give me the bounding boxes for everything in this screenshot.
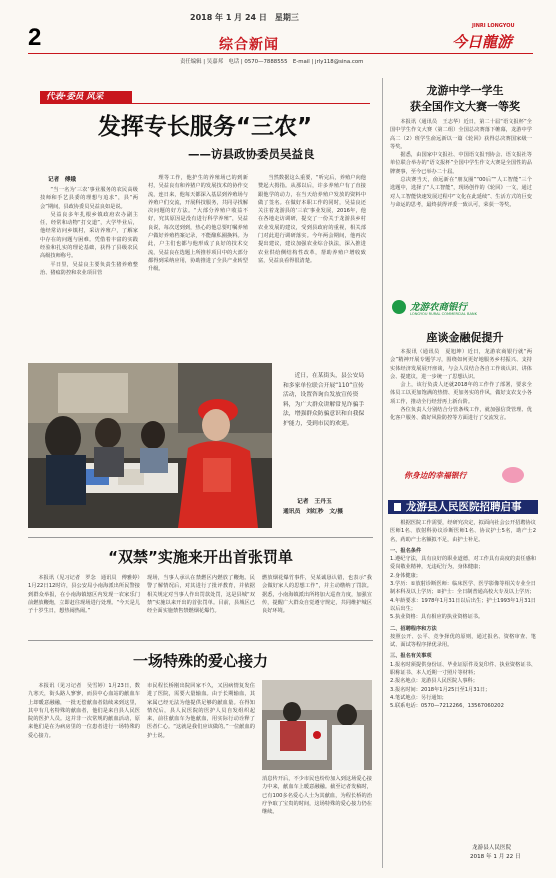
editor-line: 责任编辑 | 吴嘉邦 电话 | 0570—7888555 E-mail | jrly118@sina.com [180, 59, 364, 65]
news-photo [28, 363, 272, 528]
hospital-item: 3.报名时间：2018年1月25日至1月31日； [390, 686, 491, 693]
contest-headline-1: 龙游中学一学生 [426, 84, 504, 97]
feature-tag [40, 91, 132, 104]
newspaper-logo: 今日龍游 [452, 33, 513, 51]
blood-donation-illustration [262, 680, 372, 770]
contest-para: 据悉，由国家中文报社、中国语文报刊协会、语文报社等单位联合举办的“语文报杯”全国中学生作文大赛是全国性的品牌赛事，至今已举办二十届。 [390, 152, 532, 175]
shuangjin-col3 [262, 574, 372, 634]
bank-name: 龙游农商银行 [410, 302, 468, 313]
header-rule [28, 53, 533, 54]
hospital-item: 1.报名时须提供身份证、毕业证原件及复印件、执业资格证书、职称证书、本人近期一寸照片等材料； [390, 661, 536, 677]
feature-tag-rule [130, 103, 370, 104]
photo-caption-text: 近日，在某街头，县公安局和多家单位联合开展“110”宣传活动，设置咨询台发放宣传资料，为广大群众讲解常见诈骗手法，增强群众防骗意识和自我保护能力，受到市民的欢迎。 [283, 373, 365, 427]
hospital-title: 龙游县人民医院招聘启事 [406, 501, 522, 513]
photo-byline-1: 记者 王丹玉 [297, 499, 332, 505]
feature-col1 [40, 186, 138, 351]
finance-para: 各位负责人分别结合分管条线工作，就加强信贷管理、优化客户服务、做好风险防控等方面进行了交流发言。 [390, 407, 532, 422]
slogan-text: 你身边的幸福银行 [404, 471, 467, 480]
photo-caption [283, 372, 365, 492]
contest-body [390, 118, 532, 290]
hospital-band [388, 500, 538, 514]
hospital-section-title: 三、报名有关事项 [390, 653, 432, 660]
feature-col3 [258, 174, 366, 351]
page-number: 2 [28, 24, 42, 51]
photo-byline-2: 通讯员 刘红秒 文/摄 [283, 509, 344, 515]
masthead [0, 0, 556, 70]
feature-tag-text: 代表·委员 风采 [46, 92, 104, 102]
relay-col3 [262, 775, 372, 860]
shuangjin-para: 本报讯（见习记者 罗念 通讯员 傅雅婷）1月22日12时许，县公安局小南海派出所民警接到群众举报，在小南海镇辖区内发现一农家乐门前燃放鞭炮，立即赶往现场进行处理。“今天是儿子十岁生日，想热闹热闹。” [28, 575, 140, 615]
logo-pinyin: JINRI LONGYOU [472, 23, 515, 29]
bank-ad [390, 294, 535, 324]
shuangjin-para: 燃放烟花爆竹事件，吴某诚恳认错，也表示“我会做好家人的思想工作”，并主动缴纳了罚款。据悉，小南海镇派出所将加大巡查力度，加强宣传，提醒广大群众自觉遵守规定，共同维护城区良好环境。 [262, 575, 372, 615]
section-title: 综合新闻 [219, 37, 279, 53]
feature-byline: 记者 傅娥 [48, 177, 76, 183]
bank-slogan-banner [390, 465, 535, 487]
hospital-item: 5.联系电话：0570—7212266，13567060202 [390, 703, 504, 710]
hospital-item: 4.笔试地点：另行通知； [390, 694, 447, 701]
feature-para: “当一名为‘三农’事业服务的农民高级技师和手艺县委的理想与追求”，县“两会”期间，县政协委员吴益良如是说。 [40, 187, 138, 210]
feature-col2 [148, 174, 248, 351]
bank-name-en: LONGYOU RURAL COMMERCIAL BANK [410, 312, 477, 316]
feature-para: 吴益良多年扎根乡镇政府农办副主任，经常和动物“打交道”，大学毕业后，他经常访问乡镇村，采访养殖户，了解家中存在的问题与困难。凭借着丰富的实践经验和扎实的理论基础，获得了县级农民高级技师称号。 [40, 211, 138, 260]
hospital-item: 3.学历：①放射诊断医师：临床医学、医学影像等相关专业全日制本科及以上学历；②护士：全日制普通高校大专及以上学历； [390, 581, 536, 596]
feature-subhead: ——访县政协委员吴益良 [188, 147, 315, 161]
bank-logo-icon [392, 300, 406, 314]
relay-para: 消息传开后，不少市民也纷纷加入到这场爱心接力中来，献血车上暖意融融。截至记者发稿时，已有100多名爱心人士为其献血，为程长桥的治疗争取了宝贵的时间，这场特殊的爱心接力仍在继续。 [262, 776, 372, 816]
relay-headline: 一场特殊的爱心接力 [132, 652, 268, 670]
divider [28, 640, 373, 641]
hospital-intro: 根据医院工作需要，经研究决定，拟面向社会公开招聘协议医师1名、放射科协议诊断医师1名、协议护士5名，助产士2名，药助产士名额拟不足，由护士补足。 [390, 520, 536, 543]
blood-donation-photo [262, 680, 372, 770]
feature-headline: 发挥专长服务“三农” [97, 114, 313, 140]
finance-para: 会上，该行负责人还就2018年的工作作了部署，要求全体员工以更加饱满的热情、更加务实的作风，做好支农支小各项工作，推动全行经营再上新台阶。 [390, 382, 532, 405]
hospital-item: 2.报名地点：龙游县人民医院人事科； [390, 678, 478, 685]
photo-illustration [28, 363, 272, 528]
shuangjin-para: 现场，当事人承认在禁燃区内燃放了鞭炮。民警了解情况后，对其进行了批评教育，并依据相关规定对当事人作出罚款处罚，这是县城“双禁”实施以来开出的首张罚单。目前，县城区已经全面实施禁售禁燃烟花爆竹。 [147, 575, 255, 615]
contest-headline-2: 获全国作文大赛一等奖 [410, 100, 520, 113]
hospital-section-title: 一、报名条件 [390, 547, 422, 554]
finance-body [390, 348, 532, 465]
hospital-body [390, 519, 536, 837]
feature-para: 平日里，吴益良主要负责生猪养殖整治、猪瘟防控和农业项目管 [40, 261, 138, 276]
shuangjin-headline: “双禁”实施来开出首张罚单 [108, 548, 293, 566]
column-divider [382, 78, 383, 868]
piggy-bank-icon [502, 467, 524, 483]
finance-headline: 座谈金融促提升 [426, 331, 504, 344]
contest-para: 本报讯（通讯员 王志华）近日，第二十届“语文报杯”全国中学生作文大赛（第二组）全国总决赛落下帷幕，龙游中学高二（2）班学生俞远新以一篇《轮回》获得总决赛国家级一等奖。 [390, 119, 532, 150]
hospital-item: 4.年龄要求：1978年1月31日以后出生；护士1993年1月31日以后出生； [390, 597, 536, 612]
contest-para: 总决赛当天，俞远新在“朋友圈”“00后”“人工智能”三个选题中，选择了“人工智能”，现场创作的《轮回》一文，通过对人工智能快速发展过程中“文化在此延续”、生活方式的巨变与命运的思考，最终获得评委一致认可，荣获一等奖。 [390, 177, 532, 208]
feature-para: 理等工作，他护生的养殖场已的到新村，吴益良有和养猪户的发展技术的协作交流，连日来，他每天都深入基层到养殖场与养殖户们交流，开展科技服务，共同寻找解决问题的好方法。“大部分养殖户收益不好，究其原因是没有进行科学养殖”，吴益良说，每次送到到，热心的他总要叮嘱养殖户做好养殖档案记录，不能酿私圈换料。为此，户主们也都与他形成了良好的技术交流，吴益良在选题上所推荐项目中的大部分都得到采纳应用，协助推进了全县产业转型升级。 [148, 175, 248, 273]
hospital-sign-date: 2018 年 1 月 22 日 [470, 854, 521, 860]
shuangjin-col2 [147, 574, 255, 634]
shuangjin-col1 [28, 574, 140, 634]
hospital-item: 2.身体健康； [390, 572, 421, 579]
relay-para: 市民程长桥刚出院回家不久，又因病情复发住进了医院，需要大量输血。由于长期输血，其家属已经无法为他提供足够的献血量。在得知情况后，县人民医院的医护人员自发组织起来，前往献血车为他献血，用实际行动诠释了医者仁心。“这就是我们应该做的。”一位献血的护士说。 [147, 683, 255, 739]
hospital-section-title: 二、招聘程序和方法 [390, 625, 437, 632]
finance-para: 本报讯（通讯员 夏旭坤）近日，龙游农商银行就“两会”精神开展专题学习，围绕如何更好地服务乡村振兴、支持实体经济发展展开座谈，与会人员结合各自工作谈认识、讲体会、提建议，进一步统一了思想认识。 [390, 349, 532, 380]
hospital-item: 按照公开、公平、竞争择优的原则，通过报名、资格审查、笔试、面试等程序择优录用。 [390, 633, 536, 649]
hospital-signature: 龙游县人民医院 [472, 845, 512, 851]
relay-para: 本报讯（见习记者 吴雪婷）1月23日，数九寒天，街头路人寥寥，而县中心血站的献血车上却暖意融融，一批无偿献血者陆续来到这里，其中有几名特殊的献血者，他们是来自县人民医院的医护人员。这并非一次常规的献血活动，原来他们是在为病房里的一位患者进行一场特殊的爱心接力。 [28, 683, 140, 739]
feature-para: 当然数据这么重要，“听完后，养殖户向他赞起大拇指。从那以后，许多养殖户有了直接跟他学的动力，在当天给养殖户发放的资料中做了签名。在做好本职工作的同时，吴益良还关注着龙游县的‘三农’事业发展，2016年，他在各地走访调研，提交了一份关于龙游县乡村农业发展的建议，受到县政府的重视，相关部门对此进行调研落实。今年两会期间，他再次提出建议，建议加强农业综合执法，深入推进农业供给侧结构性改革，帮助养殖户增收致富，吴益良看得很清楚。 [258, 175, 366, 264]
relay-col2 [147, 682, 255, 860]
hospital-item: 5.执业资格：具有相应的执业资格证书。 [390, 614, 484, 621]
hospital-item: 1.遵纪守法，具有良好的职业道德，对工作具有高度的责任感和爱岗敬业精神，无违纪行为，身体健康； [390, 556, 536, 571]
date-line: 2018 年 1 月 24 日 星期三 [190, 13, 299, 22]
relay-col1 [28, 682, 140, 860]
divider [28, 537, 373, 538]
